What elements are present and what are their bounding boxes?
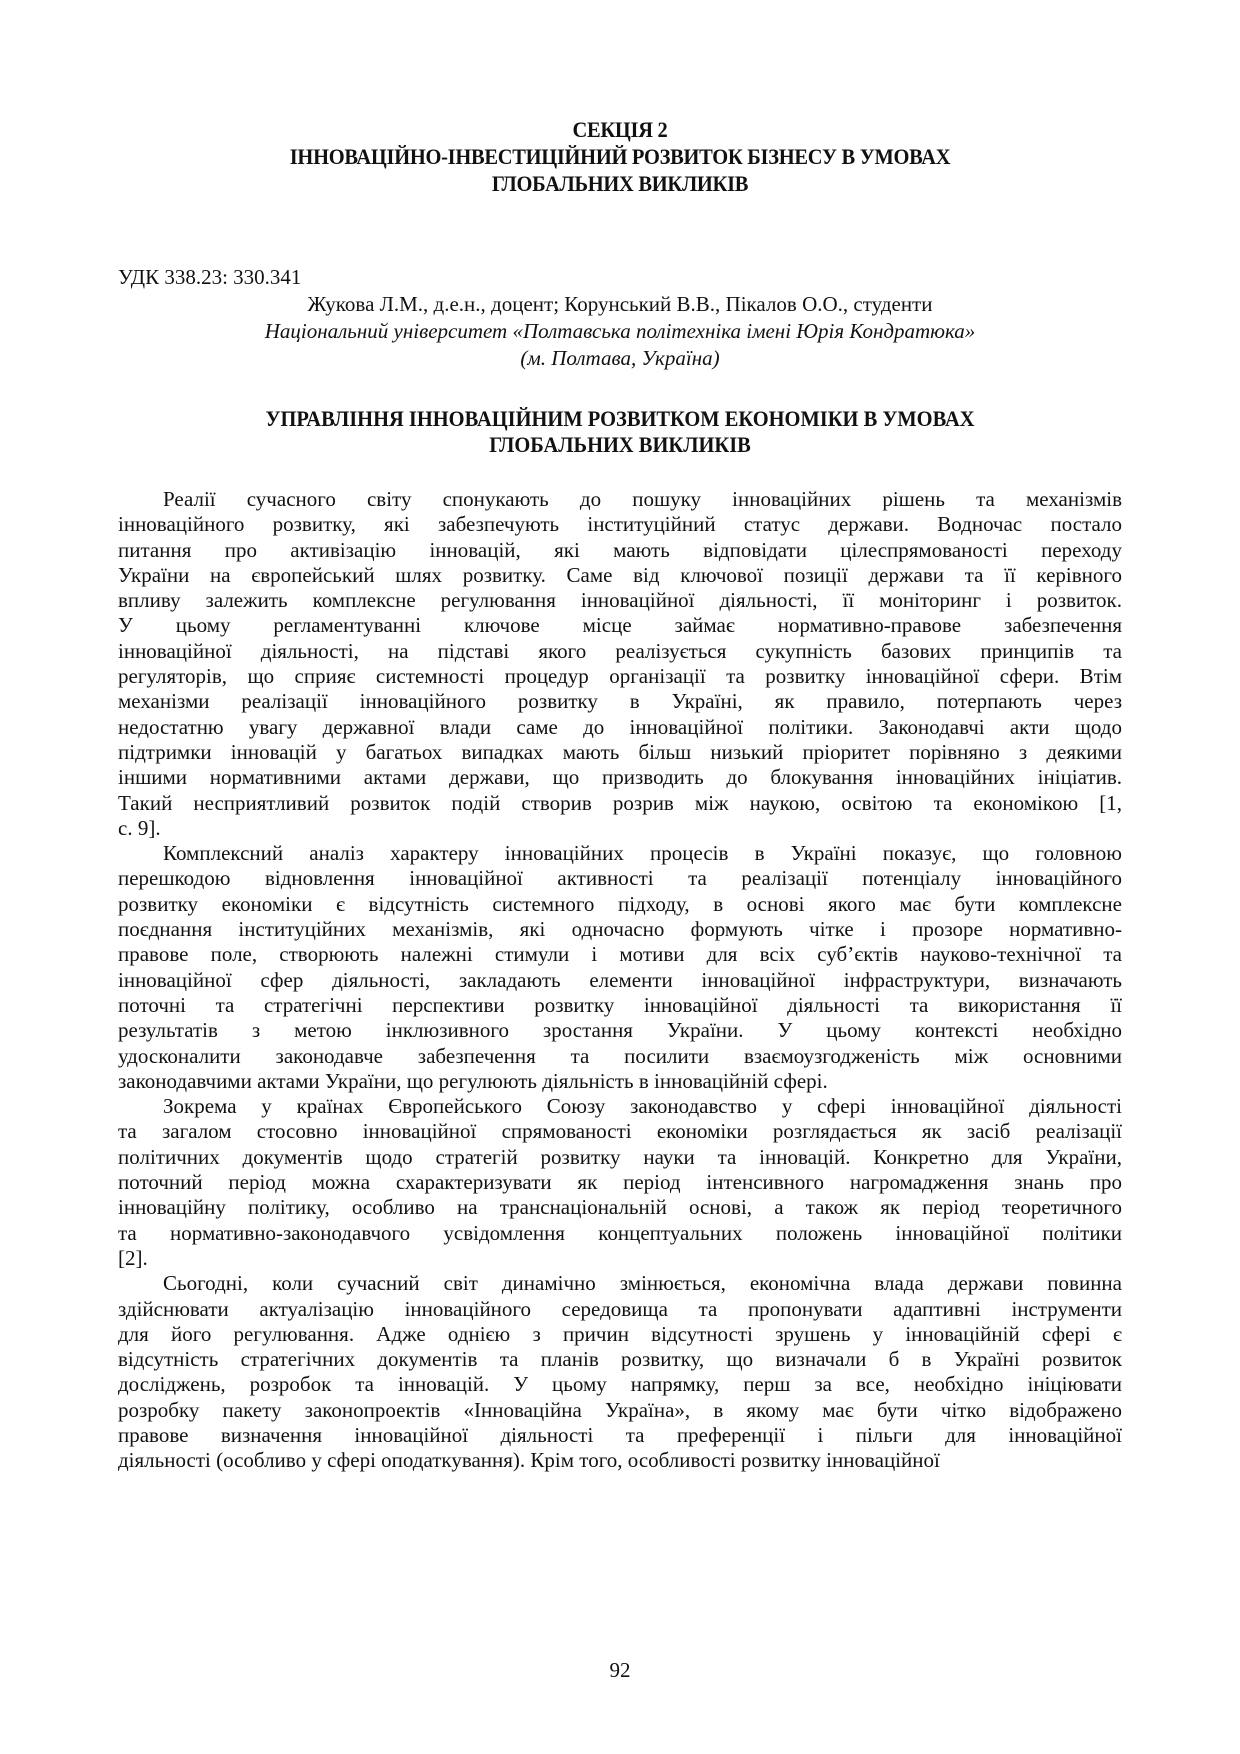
paragraph-line: поточні та стратегічні перспективи розвитку інноваційної діяльності та використання її: [118, 992, 1122, 1017]
paragraph-line: інноваційну політику, особливо на транснаціональній основі, а також як період теоретичного: [118, 1195, 1122, 1220]
paragraph-line: іншими нормативними актами держави, що призводить до блокування інноваційних ініціатив.: [118, 765, 1122, 790]
paragraph-line: та нормативно-законодавчого усвідомлення концептуальних положень інноваційної політики: [118, 1220, 1122, 1245]
page-number: 92: [609, 1658, 631, 1682]
paragraph-line: відсутність стратегічних документів та планів розвитку, що визначали б в Україні розвиток: [118, 1347, 1122, 1372]
paragraph-line: Комплексний аналіз характеру інноваційних процесів в Україні показує, що головною: [163, 841, 1122, 866]
affiliation-location: (м. Полтава, Україна): [520, 346, 720, 370]
paragraph-line: розробку пакету законопроектів «Інноваційна Україна», в якому має бути чітко відображено: [118, 1397, 1122, 1422]
paragraph-line: [2].: [118, 1245, 148, 1270]
paragraph-line: здійснювати актуалізацію інноваційного середовища та пропонувати адаптивні інструменти: [118, 1296, 1122, 1321]
authors-line: Жукова Л.М., д.е.н., доцент; Корунський В.В., Пікалов О.О., студенти: [307, 292, 933, 316]
paragraph-line: поточний період можна схарактеризувати як період інтенсивного нагромадження знань про: [118, 1170, 1122, 1195]
paragraph-line: політичних документів щодо стратегій розвитку науки та інновацій. Конкретно для України,: [118, 1144, 1122, 1169]
paragraph-line: правове визначення інноваційної діяльності та преференції і пільги для інноваційної: [118, 1422, 1122, 1447]
udc-code: УДК 338.23: 330.341: [118, 265, 302, 289]
section-title-line: ГЛОБАЛЬНИХ ВИКЛИКІВ: [491, 171, 749, 196]
paragraph-line: інноваційної діяльності, на підставі якого реалізується сукупність базових принципів та: [118, 638, 1122, 663]
article-title-line: УПРАВЛІННЯ ІННОВАЦІЙНИМ РОЗВИТКОМ ЕКОНОМІКИ В УМОВАХ: [265, 406, 975, 431]
affiliation: [118, 318, 1122, 372]
paragraph-line: правове поле, створюють належні стимули і мотиви для всіх суб’єктів науково-технічної та: [118, 942, 1122, 967]
paragraph-line: с. 9].: [118, 815, 161, 840]
paragraph-line: Зокрема у країнах Європейського Союзу законодавство у сфері інноваційної діяльності: [163, 1094, 1122, 1119]
paragraph-line: Сьогодні, коли сучасний світ динамічно змінюється, економічна влада держави повинна: [163, 1271, 1122, 1296]
paragraph-line: недостатню увагу державної влади саме до інноваційної політики. Законодавчі акти щодо: [118, 714, 1122, 739]
paragraph-line: результатів з метою інклюзивного зростання України. У цьому контексті необхідно: [118, 1018, 1122, 1043]
article-title: [118, 406, 1122, 458]
paragraph-line: впливу залежить комплексне регулювання інноваційної діяльності, її моніторинг і розвиток.: [118, 588, 1122, 613]
paragraph-line: законодавчими актами України, що регулюють діяльність в інноваційній сфері.: [118, 1068, 828, 1093]
paragraph-line: підтримки інновацій у багатьох випадках мають більш низький пріоритет порівняно з деякими: [118, 739, 1122, 764]
paragraph-line: України на європейський шлях розвитку. Саме від ключової позиції держави та її керівного: [118, 562, 1122, 587]
section-label: СЕКЦІЯ 2: [572, 117, 668, 142]
paragraph-line: удосконалити законодавче забезпечення та посилити взаємоузгодженість між основними: [118, 1043, 1122, 1068]
paragraph-line: питання про активізацію інновацій, які мають відповідати цілеспрямованості переходу: [118, 537, 1122, 562]
paragraph-line: регуляторів, що сприяє системності процедур організації та розвитку інноваційної сфери. Втім: [118, 664, 1122, 689]
paragraph-line: для його регулювання. Адже однією з причин відсутності зрушень у інноваційній сфері є: [118, 1321, 1122, 1346]
paragraph-line: механізми реалізації інноваційного розвитку в Україні, як правило, потерпають через: [118, 689, 1122, 714]
paragraph-line: перешкодою відновлення інноваційної активності та реалізації потенціалу інноваційного: [118, 866, 1122, 891]
article-body: [118, 487, 1122, 1474]
paragraph-line: та загалом стосовно інноваційної спрямованості економіки розглядається як засіб реалізації: [118, 1119, 1122, 1144]
paragraph-line: інноваційної сфер діяльності, закладають елементи інноваційної інфраструктури, визначають: [118, 967, 1122, 992]
section-heading: [118, 116, 1122, 197]
paragraph-line: поєднання інституційних механізмів, які одночасно формують чітке і прозоре нормативно-: [118, 917, 1122, 942]
paragraph-line: У цьому регламентуванні ключове місце займає нормативно-правове забезпечення: [118, 613, 1122, 638]
affiliation-university: Національний університет «Полтавська політехніка імені Юрія Кондратюка»: [264, 319, 976, 343]
paragraph-line: Реалії сучасного світу спонукають до пошуку інноваційних рішень та механізмів: [163, 487, 1122, 511]
paragraph-line: розвитку економіки є відсутність системного підходу, в основі якого має бути комплексне: [118, 891, 1122, 916]
paragraph-line: Такий несприятливий розвиток подій створив розрив між наукою, освітою та економікою [1,: [118, 790, 1122, 815]
article-title-line: ГЛОБАЛЬНИХ ВИКЛИКІВ: [489, 432, 751, 457]
paragraph-line: інноваційного розвитку, які забезпечують інституційний статус держави. Водночас постало: [118, 512, 1122, 537]
section-title-line: ІННОВАЦІЙНО-ІНВЕСТИЦІЙНИЙ РОЗВИТОК БІЗНЕСУ В УМОВАХ: [289, 144, 951, 169]
paragraph-line: досліджень, розробок та інновацій. У цьому напрямку, перш за все, необхідно ініціювати: [118, 1372, 1122, 1397]
paragraph-line: діяльності (особливо у сфері оподаткування). Крім того, особливості розвитку інноваційної: [118, 1448, 940, 1473]
